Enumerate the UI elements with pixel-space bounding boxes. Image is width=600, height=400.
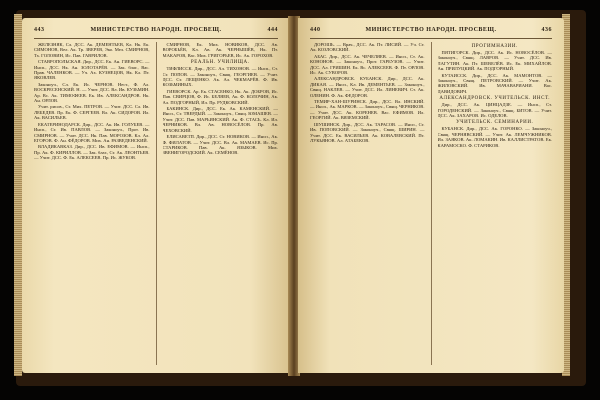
directory-entry: ВЛАДИКАВКАЗ. Дир., ДСС. Ив. ЕФИМОВ. — Инсп., Пр. Ак. Ф. КИРИЛЛОВ. — Зак. благ., Ст. Ак. ЛЕОНТЬЕВ. — Учит. ДСС. Ф. Ек. АЛЕКСЕЕВ. Пр. Ис. ЖУКОВ. [34,144,150,161]
directory-entry: СТАВРОПОЛЬСКАЯ. Дир., ДСС. Ек. Ан. ГИЕВОРС. — Инсп., ДСС. Нк. Ан. ЗОЛОТАРЁВ. — Зак. благ., Вас. Прав. ЧАЛЕНКОВ. — Уч. Ах. КУЗНЕЦОВ, Нк. Кл. Пт. ЯКОВЛЕВ. [34,59,150,81]
running-title: МИНИСТЕРСТВО НАРОДН. ПРОСВЕЩ. [365,27,497,33]
directory-entry: СМИРНОВ, Ек. Мих. НОВИКОВ, ДСС. Ав. ВОРОБЬЁВ, Кл. Ав. Ак. ЧЕРНЫШЁВ, Нк. Пт. МАКАРОВ, Вас. Мих. ГРИГОРЬЕВ, Ис. Ак. ГОРОХОВ. [162,42,278,58]
running-title: МИНИСТЕРСТВО НАРОДН. ПРОСВЕЩ. [90,27,222,33]
section-heading: РЕАЛЬН. УЧИЛИЩА. [190,60,250,66]
running-head-left [34,24,278,36]
left-page [22,18,290,373]
directory-entry: ШУШИНСК. Дир., ДСС. Ак. ТАРАСОВ. — Инсп., Ст. Ив. ПОПОВСКИЙ. — Законоуч., Свящ. ШИРИН. — Учит. ДСС. Ек. ВАСИЛЬЕВ. Ак. КОВАЛЕВСКИЙ. Пт. ЛУКЬЯНОВ. Ал. АТАБЕКОВ. [310,121,425,143]
section-heading: УЧИТЕЛЬСК. СЕМИНАРИИ. [456,120,534,126]
directory-entry: БАКИНСК. Дир., ДСС. Ек. Ак. КАМЕНСКИЙ. — Инсп., Ст. ТВЕРДЫЙ. — Законоуч., Свящ. ЮМАШЕВ. — Учит. ДСС. Пав. МАРЬИНСКИЙ. Ак. Ф. СТАСЬ. Кл. Ил. ЧЕРНИКОВ. Вл. Ав. НОВОСЁЛОВ. Пр. Ав. ЧЕХОВСКИЙ. [162,106,278,133]
text-column [163,42,279,365]
directory-entry: Дир., ДСС. Ак. ЦИНЦАДЗЕ. — Инсп., Ст. ГОРОДЕНСКИЙ. — Законоуч., Свящ. БИТОВ. — Учит. ДСС. Ак. ЗАХАРОВ. Ис. ОДЕЛОВ. [437,102,552,119]
directory-entry: ЕКАТЕРИНОДАРСК. Дир., ДСС. Ак. Ив. ГОЛУБЕВ. — Инсп., Ст. Ив. ПАВЛОВ. — Законоуч., Прот. Ив. СМИРНОВ. — Учит. ДСС. Нк. Пав. МОРОЗОВ. Кл. Ал. ЕГОРОВ. Ф. Ан. ФЁДОРОВ. Мих. Ан. РАЗВЕДЕНСКИЙ. [34,121,150,143]
directory-entry: ДОРОШЬ. — Врач., ДСС. Ак. Пт. ЛИСИЙ. — Уч. Ст. Ак. КОЗЛОВСКИЙ. [310,42,425,53]
directory-entry: Законоуч., Сл. Ек. Ис. ЧЕРНОВ. Нест., Ф. Ал. ВОСКРЕСЕНСКИЙ. Н. — Учит. ДСС. Вл. Ив. КУЗЬМИН. Ар. Вс. Ак. ТИМОФЕЕВ. Ек. Ив. АЛЕКСАНДРОВ. Нк. Ан. ОРЛОВ. [34,81,150,104]
right-page [298,18,564,373]
running-head-right [310,24,552,36]
directory-entry: АЛЕКСАНДРОВСК. КУБАНСК. Дир., ДСС. Ак. ДИКАЯ. — Инсп., Кл. Ив. ДЕМЕНТЬЕВ. — Законоуч., Свящ. НАКЛЕВ. — Учит. ДСС. Ил. ЛИНЕВИЧ. Ст. Ак. ОЛЕНИН. Ф. Ак. ФЕДОРОВ. [310,76,425,98]
directory-entry: ГИЕВОРСК. Ар. Ек. СТАСЕНКО, Нк. Ак. ДОБРОВ, Ис. Пав. СВИРЦОВ, Ф. Ис. БЕЛЯЕВ, Ак. Ф. КОЛОЧИН, Ак. Ал. ПОДГОРНЫЙ, Ил. Пр. РУДКОВСКИЙ. [162,88,278,105]
page-number: 444 [267,27,278,33]
directory-entry: Учит. рисов., Ст. Мих. ПЕТРОВ. — Учит. ДСС. Сл. Ив. ЛЕБЕДЕВ. Пр. Ек. Ф. СЕРГЕЕВ. Вл. Ак. СИДОРОВ. Ил. Ак. ВАСИЛЬЕВ. [34,104,150,121]
directory-entry: ЕЛИСАВЕТП. Дир., ДСС. Ст. НОВИКОВ. — Инсп., Ак. Ф. ФИЛАТОВ. — Учит. ДСС. Вл. Ак. МАМАЕВ. Ис. Пр. СТАРИКОВ. Пав. Ак. ЯЗЫКОВ. Мих. ЗВЕНИГОРОДСКИЙ. Ак. СЕМЁНОВ. [162,134,278,156]
section-heading: ПРОГИМНАЗИИ. [471,44,518,49]
directory-entry: КУТАИССК. Дир., ДСС. Ак. МАМОНТОВ. — Законоуч., Свящ. ПЕТРОВСКИЙ. — Учит. Ак. ЖИЛОВСКИЙ. Ив. МАЧАВАРИАНИ. Вас. ДАВИДОВИЧ. [437,72,552,94]
directory-entry: АБАС. Дир., ДСС. Ак. ЧЕЧЕЛЯЕВ. — Инсп., Ст. Ак. КОНОНОВ. — Законоуч., Прот. ГАРБУЗОВ. — Учит. ДСС. Ал. ГРИШИН. Ек. Вс. АЛЕКСЕЕВ. Ф. Пт. ОРЛОВ. Ис. Ак. СУВОРОВ. [310,53,425,76]
section-heading: АЛЕКСАНДРОВСК. УЧИТЕЛЬСК. ИНСТ. [439,96,551,102]
text-columns [310,42,552,365]
text-columns [34,42,278,365]
directory-entry: ТЕМИР-ХАН-ШУРИНСК. Дир., ДСС. Вл. ИНСКИЙ. — Инсп., Ак. МАРКОВ. — Законоуч., Свящ. ЧЕРНИКОВ. — Учит. ДСС. Ак. КОРЕНЕВ. Вас. ЕФИМОВ. Ил. ГЕОРГИЙ. Ак. ВЯЗЕМСКИЙ. [310,99,425,121]
page-number: 436 [541,27,552,33]
header-rule [310,38,552,39]
directory-entry: ПЯТИГОРСК. Дир., ДСС. Ак. Ис. НОВОСЁЛОВ. — Законоуч., Свящ. ЛАВРОВ. — Учит. ДСС. Ив. ЛАГУТИН. Ак. Пт. ШЕВЕЛЁВ. Ис. Ек. МИХАЙЛОВ. Ан. ПРИЛУЦКИЙ. Ак. ПОДГОРНЫЙ. [437,50,552,72]
text-column [310,42,425,365]
directory-entry: ЖЕЛЕЗНЯК, Сл. ДСС. Ак. ДЕМЕНТЬЕВ, Кл. Нк. Ек. СИМОНОВ, Вел. Ак. Тр. ЗВЕРЕВ, Эко. Мел. СМИРНОВ, Тх. ГОЛОВИН, Ис. Пав. ГАВРИЛОВ. [34,42,150,58]
text-column [34,42,150,365]
directory-entry: ТИФЛИССК. Дир., ДСС. Ал. ТИХОНОВ. — Инсп., Ст. Ст. ПОПОВ. — Законоуч., Свящ. ГЕОРГИЕВ. — Учит. ДСС. Ст. ЛЕЩЕНКО. Ак. Ал. ЧЕКМАРЁВ. Ф. Ив. КОЗЬМИНЫХ. [162,66,278,88]
page-edge-left [14,14,22,376]
column-rule [431,42,432,365]
header-rule [34,38,278,39]
text-column [438,42,553,365]
directory-entry: КУБАНСК. Дир., ДСС. Ак. ГОРОНКО. — Законоуч., Свящ. ЧЕРНЯВСКИЙ. — Учит. Ак. ЛЕМЧУЖНИКОВ. Ил. ЗАЯКОВ. Ак. ЛОМАКИН. Ив. КАЛЛИСТРАТОВ. Ек. КАРАМОСКО. Ф. СТАРИКОВ. [437,126,552,148]
page-number: 440 [310,27,321,33]
page-number: 443 [34,27,45,33]
column-rule [156,42,157,365]
